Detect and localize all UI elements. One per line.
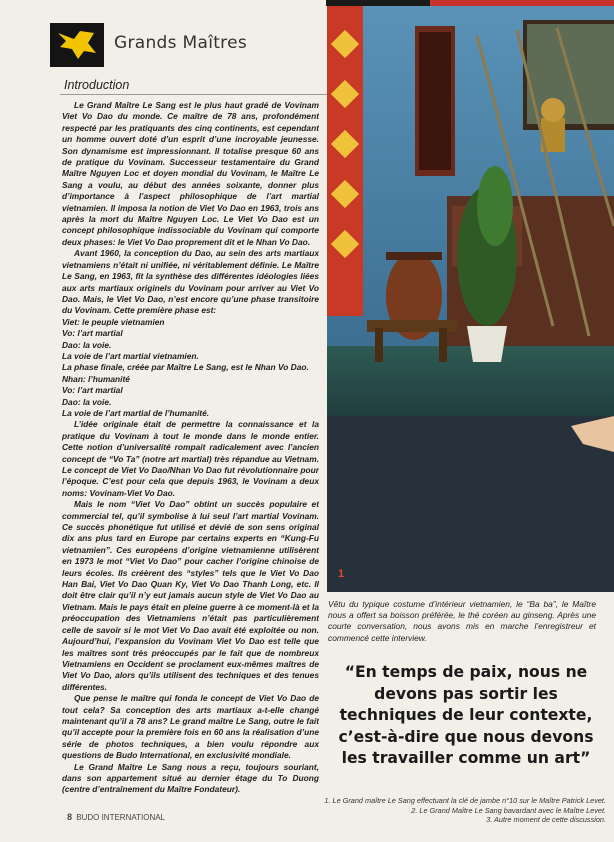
definition: Vo: l’art martial [62,385,123,396]
paragraph: Que pense le maître qui fonda le concept de Viet Vo Dao de tout cela? Sa conception des arts martiaux a-t-elle changé maintenant qu’il a 78 ans? Le grand maître Le Sang, outre le fait qu’il accepte pour la première fois en 60 ans la réalisation d’une série de photos techniques, a bien voulu répondre aux questions de Budo International, en exclusivité mondiale. [62,693,319,761]
pull-quote: “En temps de paix, nous ne devons pas sortir les techniques de leur contexte, c’est-à-dire que nous devons les travailler comme un art” [338,663,594,768]
section-title: Grands Maîtres [114,33,248,53]
divider [60,94,328,95]
photo-footnotes [146,796,606,825]
photo-scene [327,6,614,592]
definition: La voie de l’art martial de l’humanité. [62,407,210,418]
martial-artist-icon [50,23,104,67]
page-footer [67,812,165,822]
footnote: 1. Le Grand maître Le Sang effectuant la clé de jambe n°10 sur le Maître Patrick Levet. [324,796,606,805]
paragraph: Mais le nom “Viet Vo Dao” obtint un succès populaire et commercial tel, qu’il symbolise à lui seul l’art martial Vovinam. Ce succès phonétique fut utilisé et dévié de son sens original dix ans plus tard en Europe par certains experts en “Kung-Fu vietnamien”. Ces européens d’origine vietnamienne utilisèrent en 1973 le mot “Viet Vo Dao” pour cacher l’origine chinoise de leurs écoles. Ils créèrent des “styles” tels que le Viet Vo Dao Han Bai, Viet Vo Dao Quan Ky, Viet Vo Dao Thanh Long, etc. Il doit être clair qu’il n’y eut jamais aucun style de Viet Vo Dao au Vietnam. Mais le pays était en pleine guerre à ce moment-là et la préoccupation des Vietnamiens n’était pas particulièrement celle de savoir si le mot Viet Vo Dao avait été exploitée ou non. Aujourd’hui, l’expansion du Vovinam Viet Vo Dao est telle que les maîtres sont très préoccupés par le fait que de nombreux Vietnamiens en Occident se proclament eux-mêmes maîtres de Viet Vo Dao, alors qu’ils utilisent des techniques et des tenues différentes. [62,499,319,692]
definition: Dao: la voie. [62,396,112,407]
photo-caption: Vêtu du typique costume d’intérieur vietnamien, le “Ba ba”, le Maître nous a offert sa boisson préférée, le thé coréen au ginseng. Après une courte conversation, nous avons mis en marche l’enregistreur et commencé cette interview. [328,599,596,643]
paragraph: Avant 1960, la conception du Dao, au sein des arts martiaux vietnamiens n’était ni unifiée, ni véritablement définie. Le Maître Le Sang, en 1963, fit la synthèse des différentes idéologies liées aux arts martiaux originels du Vovinam pour arriver au Viet Vo Dao. Mais, le Viet Vo Dao, n’est encore qu’une phase transitoire du Vovinam. Cette première phase est: [62,248,319,316]
photo-number: 1 [338,568,345,580]
interview-photo [327,6,614,592]
page-number: 8 [67,812,73,822]
paragraph: Le Grand Maître Le Sang est le plus haut gradé de Vovinam Viet Vo Dao du monde. Ce maître de 78 ans, profondément respecté par les pratiquants des cinq continents, est cependant un homme ouvert doté d’un esprit d’une incroyable jeunesse. Son dynamisme est impressionnant. Il totalise presque 60 ans de pratique du Vovinam. Successeur testamentaire du Grand Maître Nguyen Loc et doyen mondial du Vovinam, le Maître Le Sang a voulu, au début des années soixante, donner plus d’importance à l’aspect philosophique de l’art martial vietnamien. Il imposa la notion de Viet Vo Dao en 1963, trois ans après la mort du Maître Nguyen Loc. Le Viet Vo Dao est un concept philosophique indissociable du Vovinam qui comporte deux phases: le Viet Vo Dao proprement dit et le Nhan Vo Dao. [62,100,319,247]
definition: Dao: la voie. [62,339,112,350]
definition: La voie de l’art martial vietnamien. [62,350,199,361]
section-logo [50,23,104,67]
definition: Nhan: l’humanité [62,373,130,384]
definition: Viet: le peuple vietnamien [62,316,165,327]
paragraph: L’idée originale était de permettre la connaissance et la pratique du Vovinam à tout le monde dans le monde entier. Cette notion d’universalité rompait radicalement avec l’ancien concept de “Vo Ta” (notre art martial) très répandue au Vietnam. Le concept de Viet Vo Dao/Nhan Vo Dao fut révolutionnaire pour l’époque. C’est pour cela que depuis 1963, le Vovinam a deux noms: Vovinam-Viet Vo Dao. [62,419,319,498]
publication-name: BUDO INTERNATIONAL [76,813,165,822]
article-body [62,100,319,800]
definition: Vo: l’art martial [62,328,123,339]
footnote: 2. Le Grand Maître Le Sang bavardant avec le Maître Levet. [411,805,606,815]
footnote: 3. Autre moment de cette discussion. [486,815,606,825]
section-subtitle: Introduction [64,78,130,92]
paragraph: La phase finale, créée par Maître Le Sang, est le Nhan Vo Dao. [62,362,309,373]
paragraph: Le Grand Maître Le Sang nous a reçu, toujours souriant, dans son appartement situé au dernier étage du To Duong (centre d’entraînement du Maître Fondateur). [62,761,319,795]
